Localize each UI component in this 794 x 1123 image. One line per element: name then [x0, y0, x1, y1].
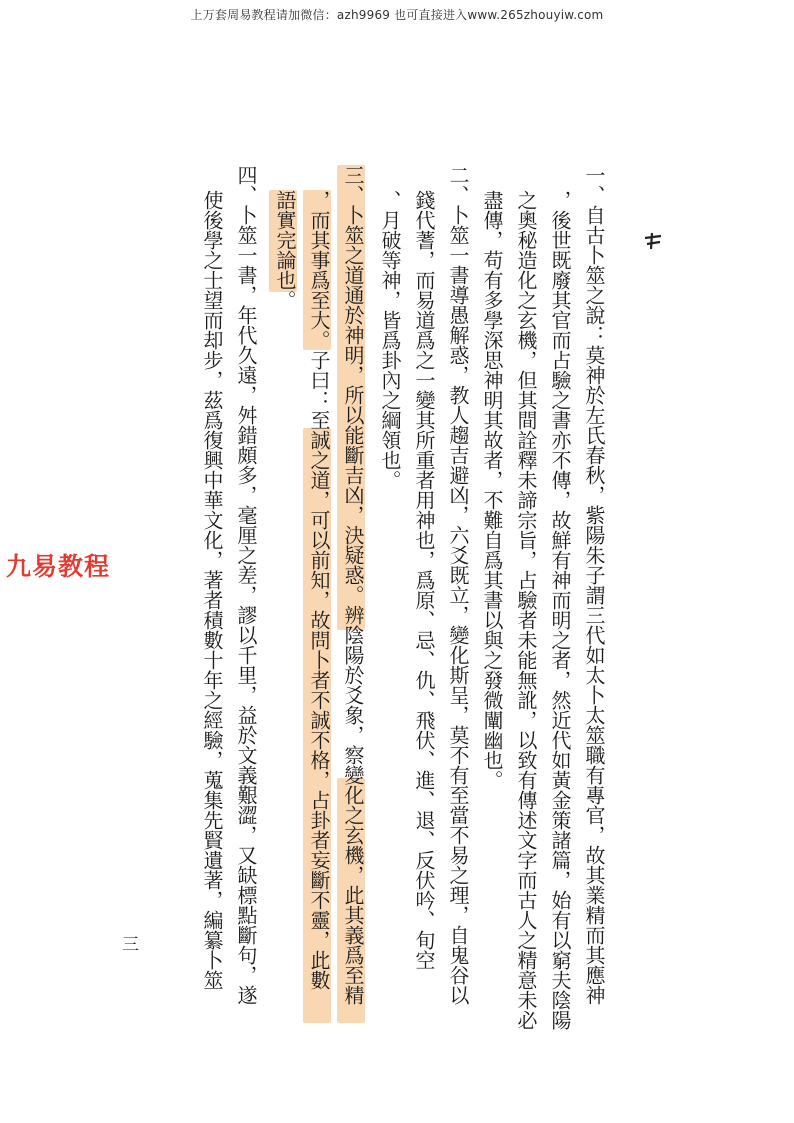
text-column: 、月破等神，皆爲卦內之綱領也。	[378, 190, 402, 490]
page-mark-icon	[643, 230, 663, 252]
page-number: 三	[122, 935, 139, 955]
header-banner: 上万套周易教程请加微信：azh9969 也可直接进入www.265zhouyiw.com	[190, 8, 604, 22]
watermark-logo: 九易教程	[6, 552, 111, 581]
text-column: 錢代蓍，而易道爲之一變其所重者用神也，爲原、忌、仇、飛伏、進、退、反伏吟、旬空	[412, 190, 436, 970]
text-column: ，後世既廢其官而占驗之書亦不傳，故鮮有神而明之者，然近代如黃金策諸篇，始有以窮夫陰陽	[548, 190, 572, 1030]
text-column: 一、自古卜筮之說：莫神於左氏春秋，紫陽朱子謂三代如太卜太筮職有專官，故其業精而其應神	[582, 165, 606, 1005]
text-column: 語實完論也。	[273, 190, 297, 310]
text-column: 盡傳，苟有多學深思神明其故者，不難自爲其書以與之發微闡幽也。	[480, 190, 504, 790]
text-column: 使後學之士望而却步，茲爲復興中華文化，著者積數十年之經驗，蒐集先賢遺著，編纂卜筮	[200, 190, 224, 990]
text-column: 二、卜筮一書導愚解惑，教人趨吉避凶，六爻既立，變化斯呈，莫不有至當不易之理，自鬼谷以	[446, 165, 470, 1005]
text-column: 之奧秘造化之玄機，但其間詮釋未諦宗旨，占驗者未能無訛，以致有傳述文字而古人之精意未必	[514, 190, 538, 1030]
text-column: 三、卜筮之道通於神明，所以能斷吉凶，決疑惑。辨陰陽於爻象，察變化之玄機，此其義爲至精	[341, 165, 365, 1005]
text-column: 四、卜筮一書，年代久遠，舛錯頗多，毫厘之差，謬以千里，益於文義艱澀，又缺標點斷句，遂	[234, 165, 258, 1005]
text-column: ，而其事爲至大。子曰：至誠之道，可以前知，故問卜者不誠不格，占卦者妄斷不靈，此數	[307, 190, 331, 990]
